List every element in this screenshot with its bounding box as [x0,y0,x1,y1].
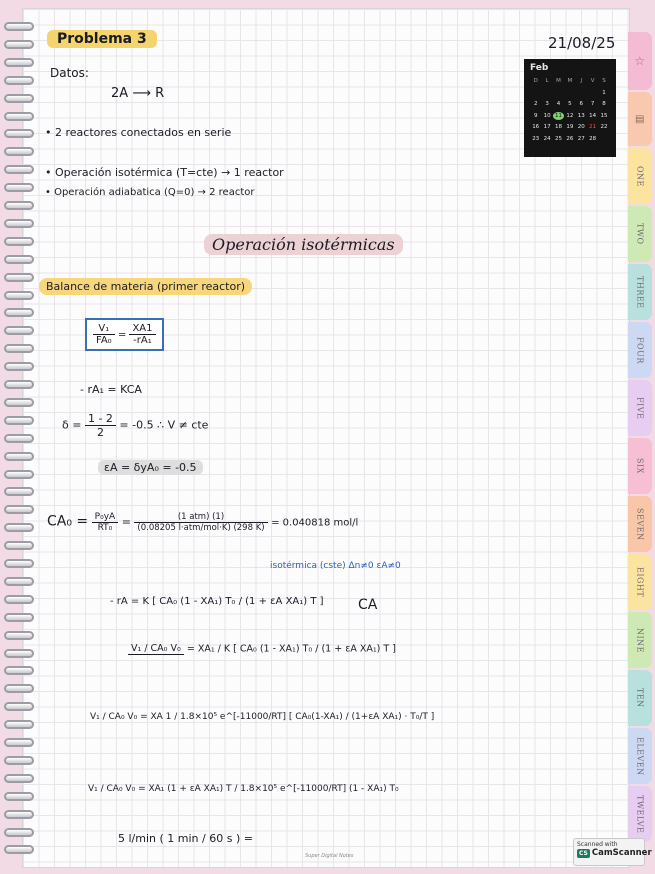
box-num-left: V₁ [93,323,115,335]
tab-label: FOUR [635,336,645,364]
spiral-ring [4,416,34,425]
calendar-day[interactable]: 6 [579,101,583,107]
ca0-result: = 0.040818 mol/l [271,517,359,529]
tab-label: ELEVEN [635,736,645,776]
spiral-ring [4,147,34,156]
calendar-day[interactable]: 17 [543,124,551,130]
calendar-day[interactable]: 2 [533,101,538,107]
calendar-day[interactable]: 21 [589,124,597,130]
spiral-ring [4,828,34,837]
calendar-day[interactable]: 20 [577,124,585,130]
scanner-brand [577,848,652,858]
spiral-ring [4,40,34,49]
tab-six[interactable] [628,438,652,494]
eq2-rhs: XA 1 / 1.8×10⁵ e^[-11000/RT] [ CA₀(1-XA₁) / (1+εA XA₁) · T₀/T ] [150,712,435,722]
spiral-ring [4,541,34,550]
tab-label: SIX [635,458,645,474]
calendar-day[interactable]: 8 [602,101,606,107]
calendar-day[interactable]: 22 [600,124,608,130]
datos-label: Datos: [50,66,89,80]
eq1-rhs: XA₁ / K [ CA₀ (1 - XA₁) T₀ / (1 + εA XA₁) T ] [197,643,396,655]
spiral-ring [4,523,34,532]
calendar-day [587,89,598,97]
eq3-lhs: V₁ / CA₀ V₀ [88,784,136,794]
delta-den: 2 [96,426,104,439]
ca0-den1: RT₀ [97,523,113,533]
spiral-ring [4,326,34,335]
reaction-arrow: ⟶ [132,86,151,101]
tab-two[interactable] [628,206,652,262]
section-heading: Operación isotérmicas [204,234,403,255]
design-equation-box: $\frac{\text{V₁}}{\text{FA₀}}$ = $\frac{XA1}{\text{-rA₁}}$ [85,318,164,351]
spiral-ring [4,810,34,819]
calendar-day[interactable]: 27 [577,135,585,142]
spiral-ring [4,344,34,353]
calendar-dow: V [590,78,595,84]
notes-icon: ▤ [635,113,645,125]
delta-num: 1 - 2 [85,412,116,426]
flow-conversion: 5 l/min ( 1 min / 60 s ) = [118,832,253,845]
mini-calendar [524,59,616,157]
footer-brand: Super Digital Notes [305,853,354,859]
bullet-reactores: • 2 reactores conectados en serie [45,126,232,139]
calendar-day[interactable]: 16 [532,124,540,130]
tab-label: ONE [635,165,645,187]
eq1-lhs: V₁ / CA₀ V₀ [128,643,184,655]
spiral-ring [4,291,34,300]
calendar-day [576,89,587,97]
spiral-ring [4,183,34,192]
tab-eight[interactable] [628,554,652,610]
scanner-name: CamScanner [591,848,652,858]
calendar-dow: M [567,78,573,84]
spiral-ring [4,702,34,711]
calendar-day[interactable]: 24 [543,135,551,142]
calendar-day[interactable]: 12 [566,112,574,119]
calendar-day[interactable]: 15 [600,112,608,119]
reaction-reactant: 2A [111,86,129,101]
spiral-ring [4,487,34,496]
spiral-ring [4,22,34,31]
calendar-day[interactable]: 5 [568,101,572,107]
calendar-day[interactable]: 11 [553,112,564,120]
calendar-day[interactable]: 19 [566,124,574,130]
delta-rhs: = -0.5 ∴ V ≠ cte [119,418,209,432]
spiral-ring [4,452,34,461]
tab-label: FIVE [635,396,645,420]
calendar-day[interactable]: 26 [566,135,574,142]
box-den-left: FA₀ [96,335,112,346]
spiral-ring [4,380,34,389]
spiral-ring [4,112,34,121]
calendar-dow: D [533,78,538,84]
spiral-ring [4,129,34,138]
tab-label: THREE [635,275,645,309]
calendar-day[interactable]: 13 [577,112,585,119]
scanned-with-label: Scanned with [577,841,618,848]
tab-label: SEVEN [635,507,645,541]
spiral-ring [4,756,34,765]
camscanner-logo: CS [579,849,588,857]
calendar-day [553,89,564,97]
calendar-dow: M [556,78,561,84]
tab-four[interactable] [628,322,652,378]
spiral-ring [4,649,34,658]
tab-ten[interactable] [628,670,652,726]
spiral-ring [4,613,34,622]
spiral-ring [4,792,34,801]
subsection-heading: Balance de materia (primer reactor) [39,278,252,295]
spiral-ring [4,559,34,568]
spiral-ring [4,774,34,783]
calendar-day [598,135,609,143]
equation-1: V₁ / CA₀ V₀ = XA₁ / K [ CA₀ (1 - XA₁) T₀ / (1 + εA XA₁) T ] [128,643,396,655]
tab-one[interactable] [628,148,652,204]
calendar-month: Feb [530,63,549,73]
rate-expression: - rA = K [ CA₀ (1 - XA₁) T₀ / (1 + εA XA₁) T ] [110,596,324,607]
calendar-dow: L [545,78,549,84]
tab-nine[interactable] [628,612,652,668]
tab-favorites[interactable] [628,32,652,90]
spiral-ring [4,595,34,604]
calendar-day[interactable]: 18 [554,124,562,130]
calendar-day[interactable]: 28 [589,135,597,142]
eq2-lhs: V₁ / CA₀ V₀ [90,712,138,722]
page-title: Problema 3 [47,30,157,48]
ca0-num1: P₀yA [92,512,119,523]
spiral-ring [4,666,34,675]
calendar-day[interactable]: 1 [602,89,606,96]
spiral-ring [4,273,34,282]
equation-3: V₁ / CA₀ V₀ = XA₁ (1 + εA XA₁) T / 1.8×10⁵ e^[-11000/RT] (1 - XA₁) T₀ [88,784,399,794]
equation-2: V₁ / CA₀ V₀ = XA 1 / 1.8×10⁵ e^[-11000/RT] [ CA₀(1-XA₁) / (1+εA XA₁) · T₀/T ] [90,712,435,722]
bullet-isotermica: • Operación isotérmica (T=cte) → 1 reactor [45,166,284,179]
spiral-ring [4,398,34,407]
rate-law: - rA₁ = KCA [80,383,142,396]
camscanner-watermark [573,838,652,866]
eq3-rhs: XA₁ (1 + εA XA₁) T / 1.8×10⁵ e^[-11000/RT] (1 - XA₁) T₀ [148,784,399,794]
calendar-day[interactable]: 25 [554,135,562,142]
spiral-ring [4,76,34,85]
ca0-num2: (1 atm) (1) [134,512,267,523]
spiral-ring [4,845,34,854]
tab-label: TWO [635,223,645,245]
spiral-ring [4,255,34,264]
ca0-equation: CA₀ = $\frac{\text{P₀yA}}{\text{RT₀}}$ = $\frac{\text{(1 atm) (1)}}{\text{(0.08205 l·atm/mol·K) (298 K)}}$ = 0.040818 mol/l [47,512,359,533]
calendar-day[interactable]: 4 [556,101,561,107]
epsilon-equation: εA = δyA₀ = -0.5 [98,460,203,475]
spiral-ring [4,308,34,317]
tab-eleven[interactable] [628,728,652,784]
spiral-ring [4,470,34,479]
tab-label: TEN [635,688,645,708]
star-icon: ☆ [634,54,646,68]
spiral-ring [4,201,34,210]
spiral-ring [4,738,34,747]
ca0-lhs: CA₀ = [47,513,89,530]
spiral-ring [4,577,34,586]
tab-five[interactable] [628,380,652,436]
calendar-day [530,89,541,97]
spiral-ring [4,434,34,443]
delta-equation [62,412,208,439]
spiral-ring [4,505,34,514]
tab-three[interactable] [628,264,652,320]
tab-label: TWELVE [635,794,645,834]
calendar-grid [530,77,610,143]
bullet-adiabatica: • Operación adiabatica (Q=0) → 2 reactor [45,187,255,198]
ca0-den2: (0.08205 l·atm/mol·K) (298 K) [137,523,265,533]
tab-seven[interactable] [628,496,652,552]
spiral-ring [4,720,34,729]
calendar-day [564,89,575,97]
calendar-day[interactable]: 23 [532,135,540,142]
calendar-day[interactable]: 14 [589,112,597,119]
spiral-ring [4,94,34,103]
tab-twelve[interactable] [628,786,652,842]
delta-lhs: δ = [62,418,82,432]
box-num-right: XA1 [129,323,155,335]
spiral-ring [4,631,34,640]
reaction [111,86,164,101]
tab-label: EIGHT [635,566,645,598]
calendar-day[interactable]: 3 [545,101,549,107]
tab-notes[interactable] [628,92,652,146]
calendar-dow: S [602,78,606,84]
tab-label: NINE [635,627,645,653]
spiral-ring [4,165,34,174]
calendar-day[interactable]: 7 [590,101,595,107]
spiral-ring [4,219,34,228]
page-date: 21/08/25 [548,34,616,52]
box-den-right: -rA₁ [133,335,152,346]
isothermal-annotation: isotérmica (cste) Δn≠0 εA≠0 [270,561,401,571]
ca-note: CA [358,597,378,613]
calendar-day [541,89,552,97]
spiral-ring [4,362,34,371]
calendar-dow: J [580,78,583,84]
calendar-day[interactable]: 10 [543,112,551,119]
spiral-ring [4,58,34,67]
calendar-day[interactable]: 9 [533,112,538,119]
reaction-product: R [155,86,165,101]
spiral-ring [4,237,34,246]
spiral-ring [4,684,34,693]
